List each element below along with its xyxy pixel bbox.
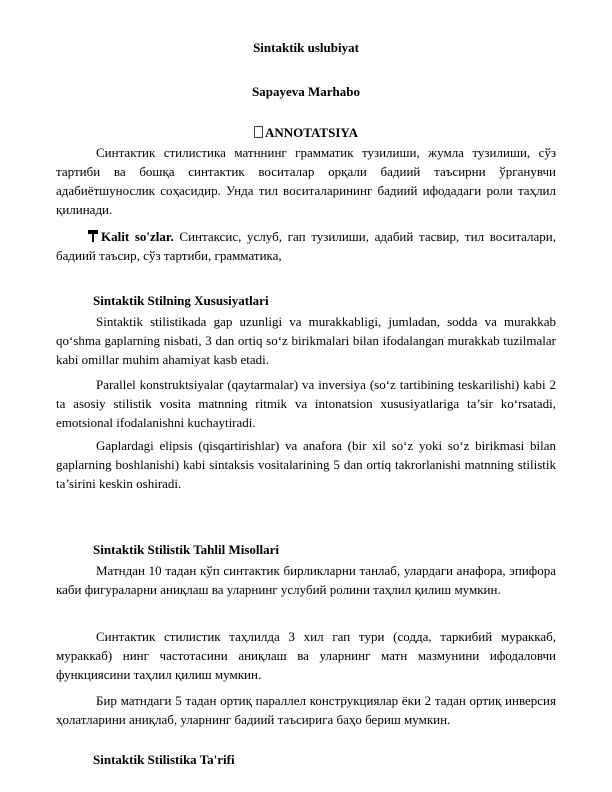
author-name: Sapayeva Marhabo — [252, 84, 360, 99]
examples-paragraph-2: Синтактик стилистик таҳлилда 3 хил гап тури (содда, таркибий мураккаб, мураккаб) нинг частотасини аниқлаш ва уларнинг матн мазмунини ифодаловчи функциясини таҳлил қилиш мумкин. — [56, 629, 556, 682]
examples-paragraph-1: Матндан 10 тадан кўп синтактик бирликларни танлаб, улардаги анафора, эпифора каби фигураларни аниқлаш ва уларнинг услубий ролини таҳлил қилиш мумкин. — [56, 563, 556, 597]
features-paragraph-1: Sintaktik stilistikada gap uzunligi va murakkabligi, jumladan, sodda va murakkab qo‘shma gaplarning nisbati, 3 dan ortiq so‘z birikmalari bilan ifodalangan murakkab tuzilmalar kabi omillar muhim ahamiyat kasb etadi. — [56, 314, 556, 367]
keywords-paragraph — [56, 227, 556, 265]
placeholder-box-icon — [254, 126, 263, 138]
annotation-text: Синтактик стилистика матннинг грамматик тузилиши, жумла тузилиши, сўз тартиби ва бошқа синтактик воситалар орқали бадиий таъсирни ўрганувчи адабиётшунослик соҳасидир. Унда тил воситаларининг бадиий ифодадаги роли таҳлил қилинади. — [56, 145, 556, 217]
examples-paragraph-3: Бир матндаги 5 тадан ортиқ параллел конструкциялар ёки 2 тадан ортиқ инверсия ҳолатларини аниқлаб, уларнинг бадиий таъсирига баҳо бериш мумкин. — [56, 693, 556, 727]
annotation-heading-line — [0, 125, 612, 141]
keywords-label: Kalit so'zlar. — [101, 229, 174, 244]
annotation-heading: ANNOTATSIYA — [265, 125, 358, 140]
section-heading-examples: Sintaktik Stilistik Tahlil Misollari — [93, 542, 280, 557]
section-heading-definition: Sintaktik Stilistika Ta'rifi — [93, 752, 235, 767]
features-paragraph-2: Parallel konstruktsiyalar (qaytarmalar) va inversiya (so‘z tartibining teskarilishi) kabi 2 ta asosiy stilistik vosita matnning ritmik va intonatsion xususiyatlariga ta’sir ko‘rsatadi, emotsional ifodalanishni kuchaytiradi. — [56, 377, 556, 430]
section-heading-features: Sintaktik Stilning Xususiyatlari — [93, 293, 269, 308]
keywords-text: Синтаксис, услуб, гап тузилиши, адабий тасвир, тил воситалари, бадиий таъсир, сўз тартиби, грамматика, — [56, 229, 557, 263]
document-title: Sintaktik uslubiyat — [253, 40, 359, 55]
pushpin-icon — [88, 230, 98, 242]
features-paragraph-3: Gaplardagi elipsis (qisqartirishlar) va anafora (bir xil so‘z yoki so‘z birikmasi bilan gaplarning boshlanishi) kabi sintaksis vositalarining 5 dan ortiq takrorlanishi matnning stilistik ta’sirini keskin oshiradi. — [56, 438, 556, 491]
